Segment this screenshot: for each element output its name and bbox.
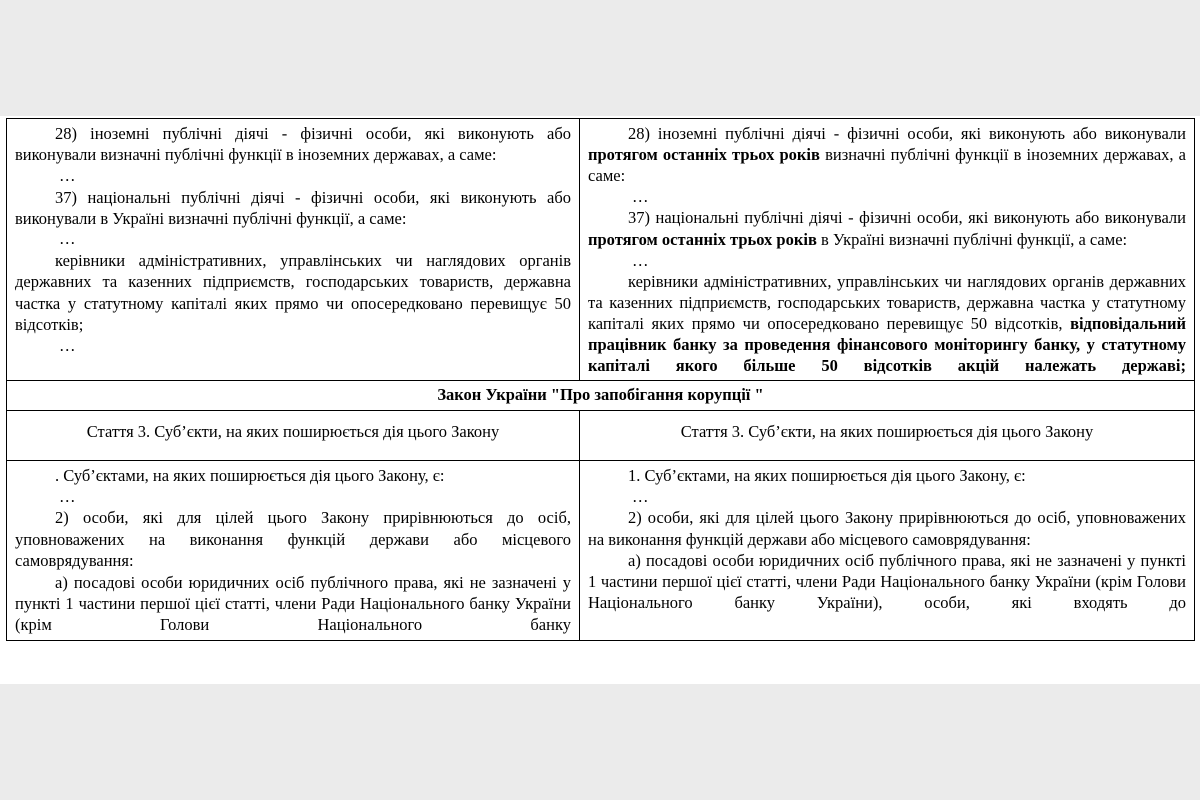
para-37-proposed-pre: 37) національні публічні діячі - фізичні особи, які виконують або виконували <box>628 208 1186 228</box>
ellipsis-3-current: … <box>59 335 79 355</box>
para-28-proposed-pre: 28) іноземні публічні діячі - фізичні особи, які виконують або виконували <box>628 124 1186 143</box>
ellipsis-1-proposed: … <box>632 187 652 207</box>
para-heads-proposed-pre: керівники адміністративних, управлінських чи наглядових органів державних та казенних підприємств, господарських товариств, державна частка у статутному капіталі яких прямо чи опосередковано перевищує 50 відсотків, <box>588 271 1186 333</box>
body-ellipsis-proposed: … <box>632 487 652 507</box>
body-p2-proposed: 2) особи, які для цілей цього Закону прирівнюються до осіб, уповноважених на виконання функцій держави або місцевого самоврядування: <box>588 508 1186 549</box>
table-row-definitions <box>7 119 1195 381</box>
para-28-proposed-post: визначні публічні функції в іноземних державах, а саме: <box>588 145 1186 186</box>
para-37-proposed-bold: протягом останніх трьох років <box>588 229 817 249</box>
article-heading-current-text: Стаття 3. Суб’єкти, на яких поширюється дія цього Закону <box>86 421 500 441</box>
cell-article-heading-proposed <box>580 410 1195 460</box>
cell-article-body-proposed <box>580 461 1195 641</box>
law-title-text: Закон України "Про запобігання корупції " <box>437 385 764 405</box>
para-heads-current: керівники адміністративних, управлінських чи наглядових органів державних та казенних підприємств, господарських товариств, державна частка у статутному капіталі яких прямо чи опосередковано перевищує 50 відсотків; <box>15 251 571 335</box>
para-heads-proposed-bold: відповідальний працівник банку за проведення фінансового моніторингу банку, у статутному капіталі якого більше 50 відсотків акцій належать державі; <box>588 313 1186 376</box>
table-row-article-body <box>7 461 1195 641</box>
table-row-law-title <box>7 381 1195 410</box>
body-p3-current: а) посадові особи юридичних осіб публічного права, які не зазначені у пункті 1 частини першої цієї статті, члени Ради Національного банку України (крім Голови Національного банку <box>15 572 571 635</box>
cell-article-body-current <box>7 461 580 641</box>
para-28-current: 28) іноземні публічні діячі - фізичні особи, які виконують або виконували визначні публічні функції в іноземних державах, а саме: <box>15 124 571 165</box>
ellipsis-1-current: … <box>59 165 79 185</box>
body-ellipsis-current: … <box>59 486 79 506</box>
article-heading-proposed-text: Стаття 3. Суб’єкти, на яких поширюється дія цього Закону <box>680 421 1094 441</box>
ellipsis-2-proposed: … <box>632 250 652 270</box>
para-37-current: 37) національні публічні діячі - фізичні особи, які виконують або виконували в Україні визначні публічні функції, а саме: <box>15 187 571 228</box>
cell-definitions-current <box>7 119 580 381</box>
para-heads-proposed <box>588 271 1186 377</box>
para-28-proposed <box>588 123 1186 186</box>
body-p1-proposed: 1. Суб’єктами, на яких поширюється дія цього Закону, є: <box>628 466 1026 486</box>
body-p2-current: 2) особи, які для цілей цього Закону прирівнюються до осіб, уповноважених на виконання функцій держави або місцевого самоврядування: <box>15 508 571 571</box>
ellipsis-2-current: … <box>59 229 79 249</box>
table-row-article-heading <box>7 410 1195 460</box>
cell-definitions-proposed <box>580 119 1195 381</box>
cell-article-heading-current <box>7 410 580 460</box>
law-comparison-table <box>6 118 1195 641</box>
para-37-proposed <box>588 207 1186 249</box>
body-p1-current: . Суб’єктами, на яких поширюється дія цього Закону, є: <box>55 466 445 486</box>
para-28-proposed-bold: протягом останніх трьох років <box>588 145 820 165</box>
body-p3-proposed: а) посадові особи юридичних осіб публічного права, які не зазначені у пункті 1 частини першої цієї статті, члени Ради Національного банку України (крім Голови Національного банку України), особи, які входять до <box>588 550 1186 612</box>
cell-law-title <box>7 381 1195 410</box>
para-37-proposed-post: в Україні визначні публічні функції, а саме: <box>816 229 1128 249</box>
